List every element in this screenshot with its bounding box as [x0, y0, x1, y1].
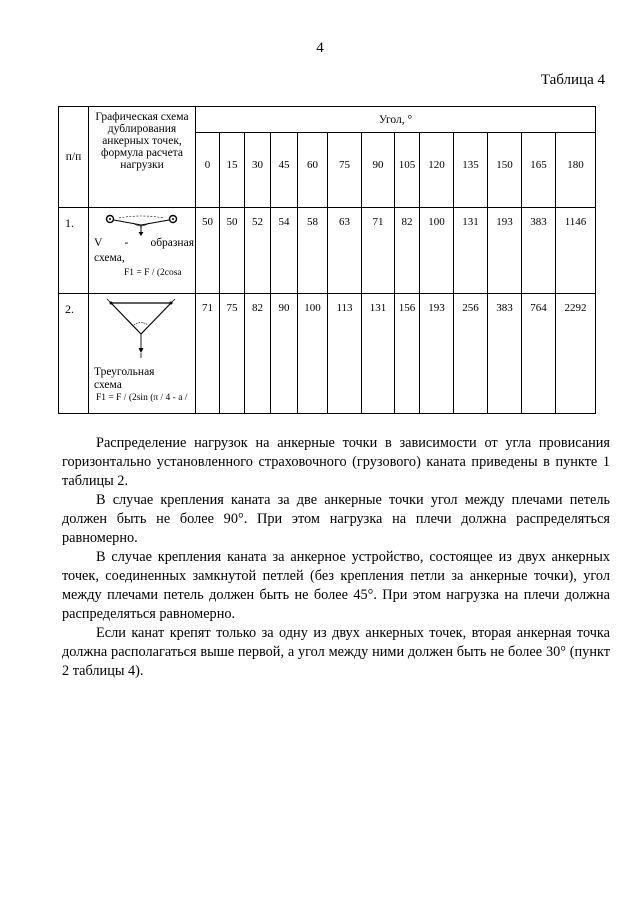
paragraph: Распределение нагрузок на анкерные точки в зависимости от угла провисания горизонтально установленного страховочного (грузового) каната приведены в пункте 1 таблицы 2.	[62, 435, 610, 489]
value-cell: 1146	[556, 208, 596, 294]
table-row	[59, 294, 596, 414]
value-cell: 50	[196, 208, 220, 294]
angle-header-cell: 105	[395, 133, 420, 208]
angle-header-cell: 150	[488, 133, 522, 208]
value-cell: 90	[271, 294, 298, 414]
value-cell: 54	[271, 208, 298, 294]
triangle-scheme-word2: схема	[94, 379, 122, 391]
v-scheme-word: образная	[150, 237, 194, 249]
value-cell: 256	[454, 294, 488, 414]
angle-header-cell: 90	[362, 133, 395, 208]
value-cell: 71	[196, 294, 220, 414]
body-text	[62, 434, 610, 681]
angle-header-cell: 15	[220, 133, 245, 208]
value-cell: 58	[298, 208, 328, 294]
angle-header-cell: 75	[328, 133, 362, 208]
angle-header-cell: 30	[245, 133, 271, 208]
header-schema: Графическая схема дублирования анкерных точек, формула расчета нагрузки	[89, 107, 196, 208]
v-scheme-diagram	[89, 208, 196, 238]
angle-header-cell: 0	[196, 133, 220, 208]
value-cell: 156	[395, 294, 420, 414]
angle-header-cell: 45	[271, 133, 298, 208]
value-cell: 82	[245, 294, 271, 414]
paragraph: Если канат крепят только за одну из двух анкерных точек, вторая анкерная точка должна располагаться выше первой, а угол между ними должен быть не более 30° (пункт 2 таблицы 4).	[62, 625, 610, 679]
value-cell: 131	[454, 208, 488, 294]
value-cell: 193	[420, 294, 454, 414]
value-cell: 100	[298, 294, 328, 414]
value-cell: 100	[420, 208, 454, 294]
value-cell: 63	[328, 208, 362, 294]
value-cell: 113	[328, 294, 362, 414]
value-cell: 193	[488, 208, 522, 294]
value-cell: 75	[220, 294, 245, 414]
triangle-scheme-formula: F1 = F / (2sin (π / 4 - a /	[96, 393, 188, 403]
row-number: 2.	[59, 294, 89, 414]
page-number: 4	[316, 40, 324, 56]
scheme-cell-triangle	[89, 294, 196, 414]
value-cell: 52	[245, 208, 271, 294]
header-np: п/п	[59, 107, 89, 208]
row-number: 1.	[59, 208, 89, 294]
v-scheme-word2: схема,	[94, 252, 125, 264]
angle-header-cell: 165	[522, 133, 556, 208]
v-scheme-letter: V	[94, 237, 103, 249]
value-cell: 2292	[556, 294, 596, 414]
table-row	[59, 208, 596, 294]
angle-header-cell: 180	[556, 133, 596, 208]
v-scheme-dash: -	[124, 237, 129, 249]
value-cell: 82	[395, 208, 420, 294]
value-cell: 131	[362, 294, 395, 414]
angle-header-cell: 135	[454, 133, 488, 208]
triangle-scheme-word: Треугольная	[94, 366, 155, 378]
paragraph: В случае крепления каната за две анкерные точки угол между плечами петель должен быть не более 90°. При этом нагрузка на плечи должна распределяться равномерно.	[62, 492, 610, 546]
value-cell: 383	[488, 294, 522, 414]
paragraph: В случае крепления каната за анкерное устройство, состоящее из двух анкерных точек, соединенных замкнутой петлей (без крепления петли за анкерные точки), угол между плечами петель должен быть не более 45°. При этом нагрузка на плечи должна распределяться равномерно.	[62, 549, 610, 622]
value-cell: 764	[522, 294, 556, 414]
angle-header-cell: 120	[420, 133, 454, 208]
table-label: Таблица 4	[540, 72, 605, 88]
value-cell: 383	[522, 208, 556, 294]
scheme-cell-v	[89, 208, 196, 294]
load-table	[58, 106, 596, 414]
value-cell: 50	[220, 208, 245, 294]
v-scheme-formula: F1 = F / (2cosa	[124, 268, 182, 278]
header-angle: Угол, °	[196, 107, 596, 133]
triangle-scheme-diagram	[89, 294, 196, 364]
angle-header-cell: 60	[298, 133, 328, 208]
value-cell: 71	[362, 208, 395, 294]
